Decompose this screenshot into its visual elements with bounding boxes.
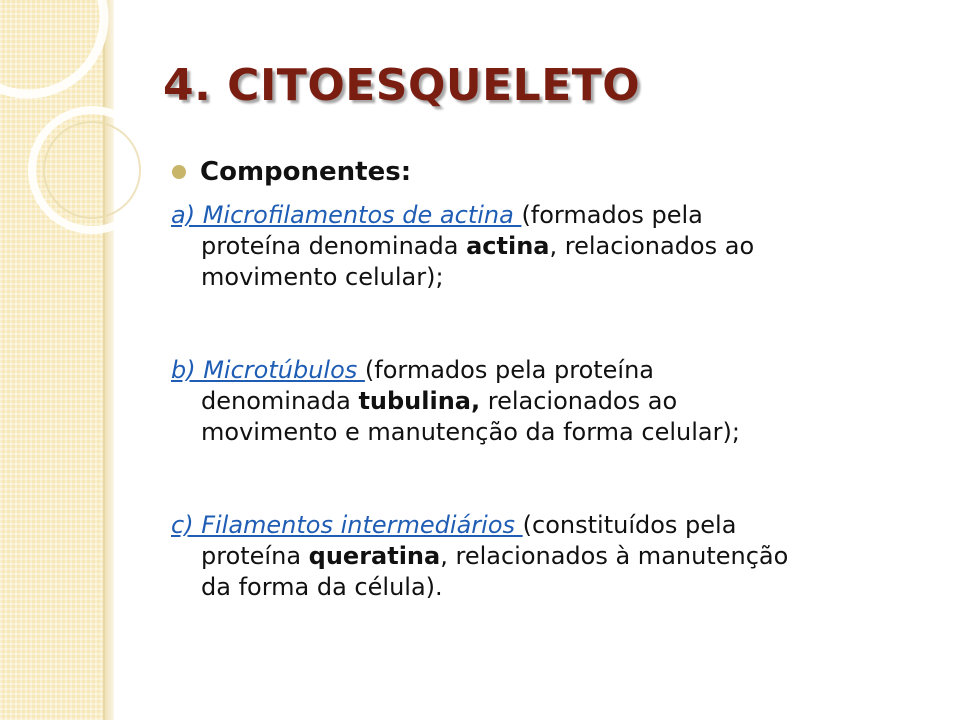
component-item-microfilamentos (171, 200, 931, 293)
item-text: proteína (201, 542, 309, 570)
item-text: denominada (201, 387, 359, 415)
item-line-2 (171, 231, 931, 262)
item-line-2 (171, 386, 931, 417)
item-text: , relacionados à manutenção (440, 542, 789, 570)
deco-circle-small (32, 110, 152, 230)
item-text: proteína denominada (201, 232, 467, 260)
item-text: (formados pela (521, 201, 703, 229)
link-filamentos-intermediarios[interactable]: c) Filamentos intermediários (171, 511, 523, 539)
component-item-filamentos-intermediarios (171, 510, 931, 603)
bullet-dot-icon (172, 165, 186, 179)
item-line-1 (171, 200, 931, 231)
link-microfilamentos[interactable]: a) Microfilamentos de actina (171, 201, 522, 229)
item-bold-term: actina (466, 232, 550, 260)
item-line-3: da forma da célula). (201, 573, 443, 601)
item-line-3: movimento e manutenção da forma celular); (201, 418, 740, 446)
item-bold-term: queratina (308, 542, 441, 570)
item-text: (formados pela proteína (364, 356, 655, 384)
link-microtubulos[interactable]: b) Microtúbulos (171, 356, 365, 384)
item-bold-term: tubulina, (358, 387, 481, 415)
item-line-1 (171, 510, 931, 541)
bullet-label: Componentes: (200, 157, 412, 187)
item-text: relacionados ao (480, 387, 678, 415)
bullet-components (172, 157, 411, 187)
decorative-circles (0, 0, 200, 240)
deco-circle-inner (44, 122, 140, 218)
item-text: , relacionados ao (549, 232, 755, 260)
slide-title: 4. CITOESQUELETO (163, 60, 641, 111)
component-item-microtubulos (171, 355, 931, 448)
item-line-2 (171, 541, 931, 572)
item-line-3: movimento celular); (201, 263, 444, 291)
deco-circle-large (0, 0, 104, 94)
item-text: (constituídos pela (522, 511, 737, 539)
item-line-1 (171, 355, 931, 386)
